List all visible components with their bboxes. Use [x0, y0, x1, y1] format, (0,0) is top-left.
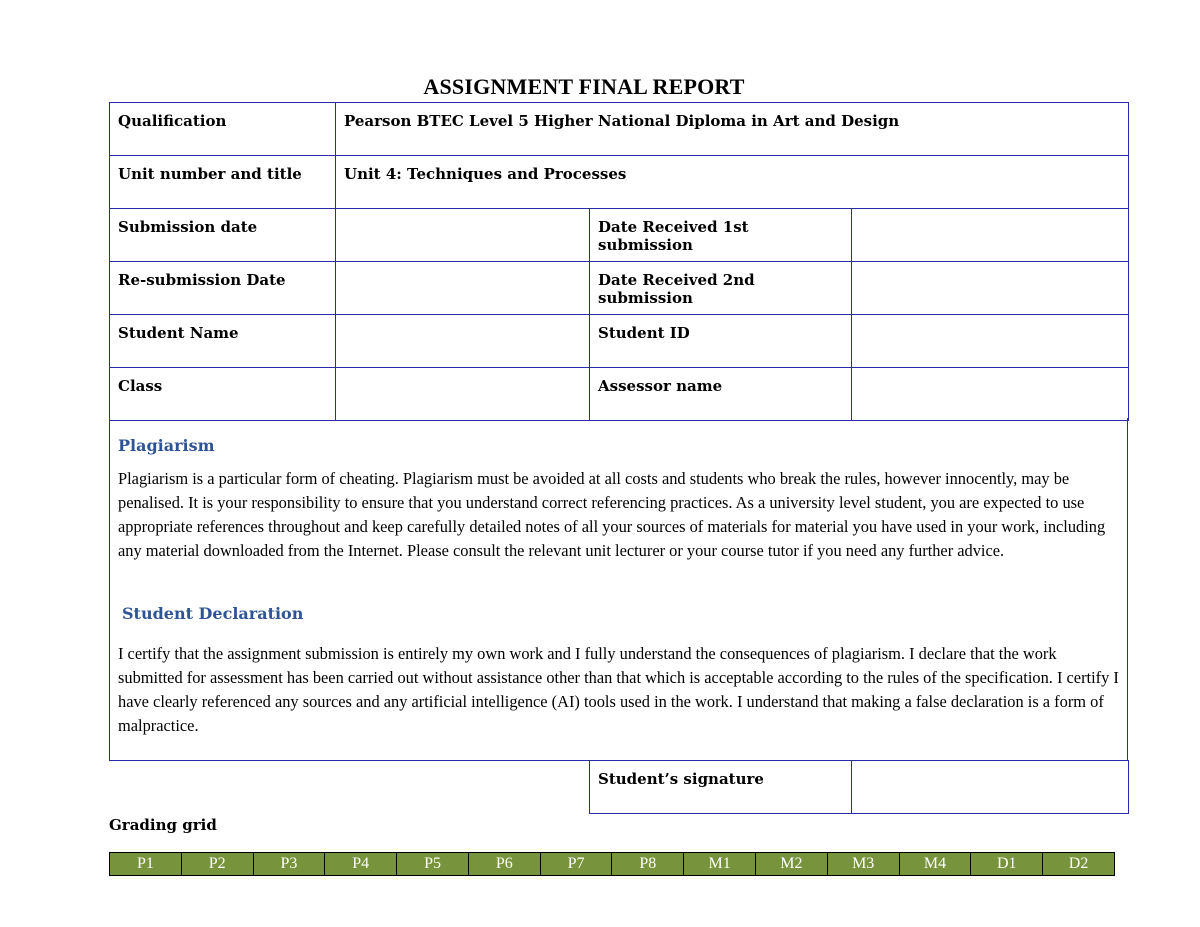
class-row: [110, 368, 1129, 421]
qualification-row: [110, 103, 1129, 156]
grade-cell-m1: M1: [684, 853, 756, 875]
grade-cell-p7: P7: [541, 853, 613, 875]
grade-cell-p5: P5: [397, 853, 469, 875]
resubmission-row: [110, 262, 1129, 315]
grade-cell-m4: M4: [900, 853, 972, 875]
student-id-field[interactable]: [852, 315, 1129, 368]
plagiarism-heading: Plagiarism: [118, 436, 215, 455]
grade-cell-d2: D2: [1068, 855, 1089, 872]
declaration-section: [109, 418, 1128, 761]
student-row: [110, 315, 1129, 368]
grade-cell-p3: P3: [254, 853, 326, 875]
grade-cell-p6: P6: [469, 853, 541, 875]
grade-cell-d1: D1: [971, 853, 1043, 875]
student-id-label: Student ID: [590, 315, 852, 368]
plagiarism-text: Plagiarism is a particular form of cheating. Plagiarism must be avoided at all costs and students who break the rules, however innocently, may be penalised. It is your responsibility to ensure that you understand correct referencing practices. As a university level student, you are expected to use appropriate references throughout and keep carefully detailed notes of all your sources of materials for material you have used in your work, including any material downloaded from the Internet. Please consult the relevant unit lecturer or your course tutor if you need any further advice.: [118, 469, 1106, 560]
grade-cell-m3: M3: [828, 853, 900, 875]
student-name-field[interactable]: [336, 315, 590, 368]
submission-date-label: Submission date: [110, 209, 336, 262]
declaration-heading: Student Declaration: [122, 604, 304, 623]
unit-label: Unit number and title: [110, 156, 336, 209]
grade-cell-p2: P2: [182, 853, 254, 875]
assessor-label: Assessor name: [590, 368, 852, 421]
class-label: Class: [110, 368, 336, 421]
signature-field[interactable]: [852, 761, 1129, 814]
date-received-1-label: Date Received 1st submission: [590, 209, 852, 262]
submission-row: [110, 209, 1129, 262]
date-received-2-label: Date Received 2nd submission: [590, 262, 852, 315]
grading-grid: [109, 852, 1115, 876]
unit-value[interactable]: Unit 4: Techniques and Processes: [336, 156, 1129, 209]
class-field[interactable]: [336, 368, 590, 421]
grade-cell-p8: P8: [612, 853, 684, 875]
signature-table: [589, 760, 1129, 814]
declaration-text: I certify that the assignment submission is entirely my own work and I fully understand the consequences of plagiarism. I declare that the work submitted for assessment has been carried out without assistance other than that which is acceptable according to the rules of the specification. I certify I have clearly referenced any sources and any artificial intelligence (AI) tools used in the work. I understand that making a false declaration is a form of malpractice.: [118, 644, 1119, 735]
unit-row: [110, 156, 1129, 209]
assessor-field[interactable]: [852, 368, 1129, 421]
qualification-label: Qualification: [110, 103, 336, 156]
grade-cell-p4: P4: [325, 853, 397, 875]
grade-cell-p1: P1: [110, 853, 182, 875]
date-received-2-field[interactable]: [852, 262, 1129, 315]
student-name-label: Student Name: [110, 315, 336, 368]
report-info-table: [109, 102, 1129, 421]
grading-grid-label: Grading grid: [109, 816, 217, 834]
date-received-1-field[interactable]: [852, 209, 1129, 262]
page-title: ASSIGNMENT FINAL REPORT: [423, 74, 745, 99]
submission-date-field[interactable]: [336, 209, 590, 262]
qualification-value[interactable]: Pearson BTEC Level 5 Higher National Diploma in Art and Design: [336, 103, 1129, 156]
resubmission-date-field[interactable]: [336, 262, 590, 315]
grade-cell-m2: M2: [756, 853, 828, 875]
resubmission-date-label: Re-submission Date: [110, 262, 336, 315]
signature-label: Student’s signature: [590, 761, 852, 814]
